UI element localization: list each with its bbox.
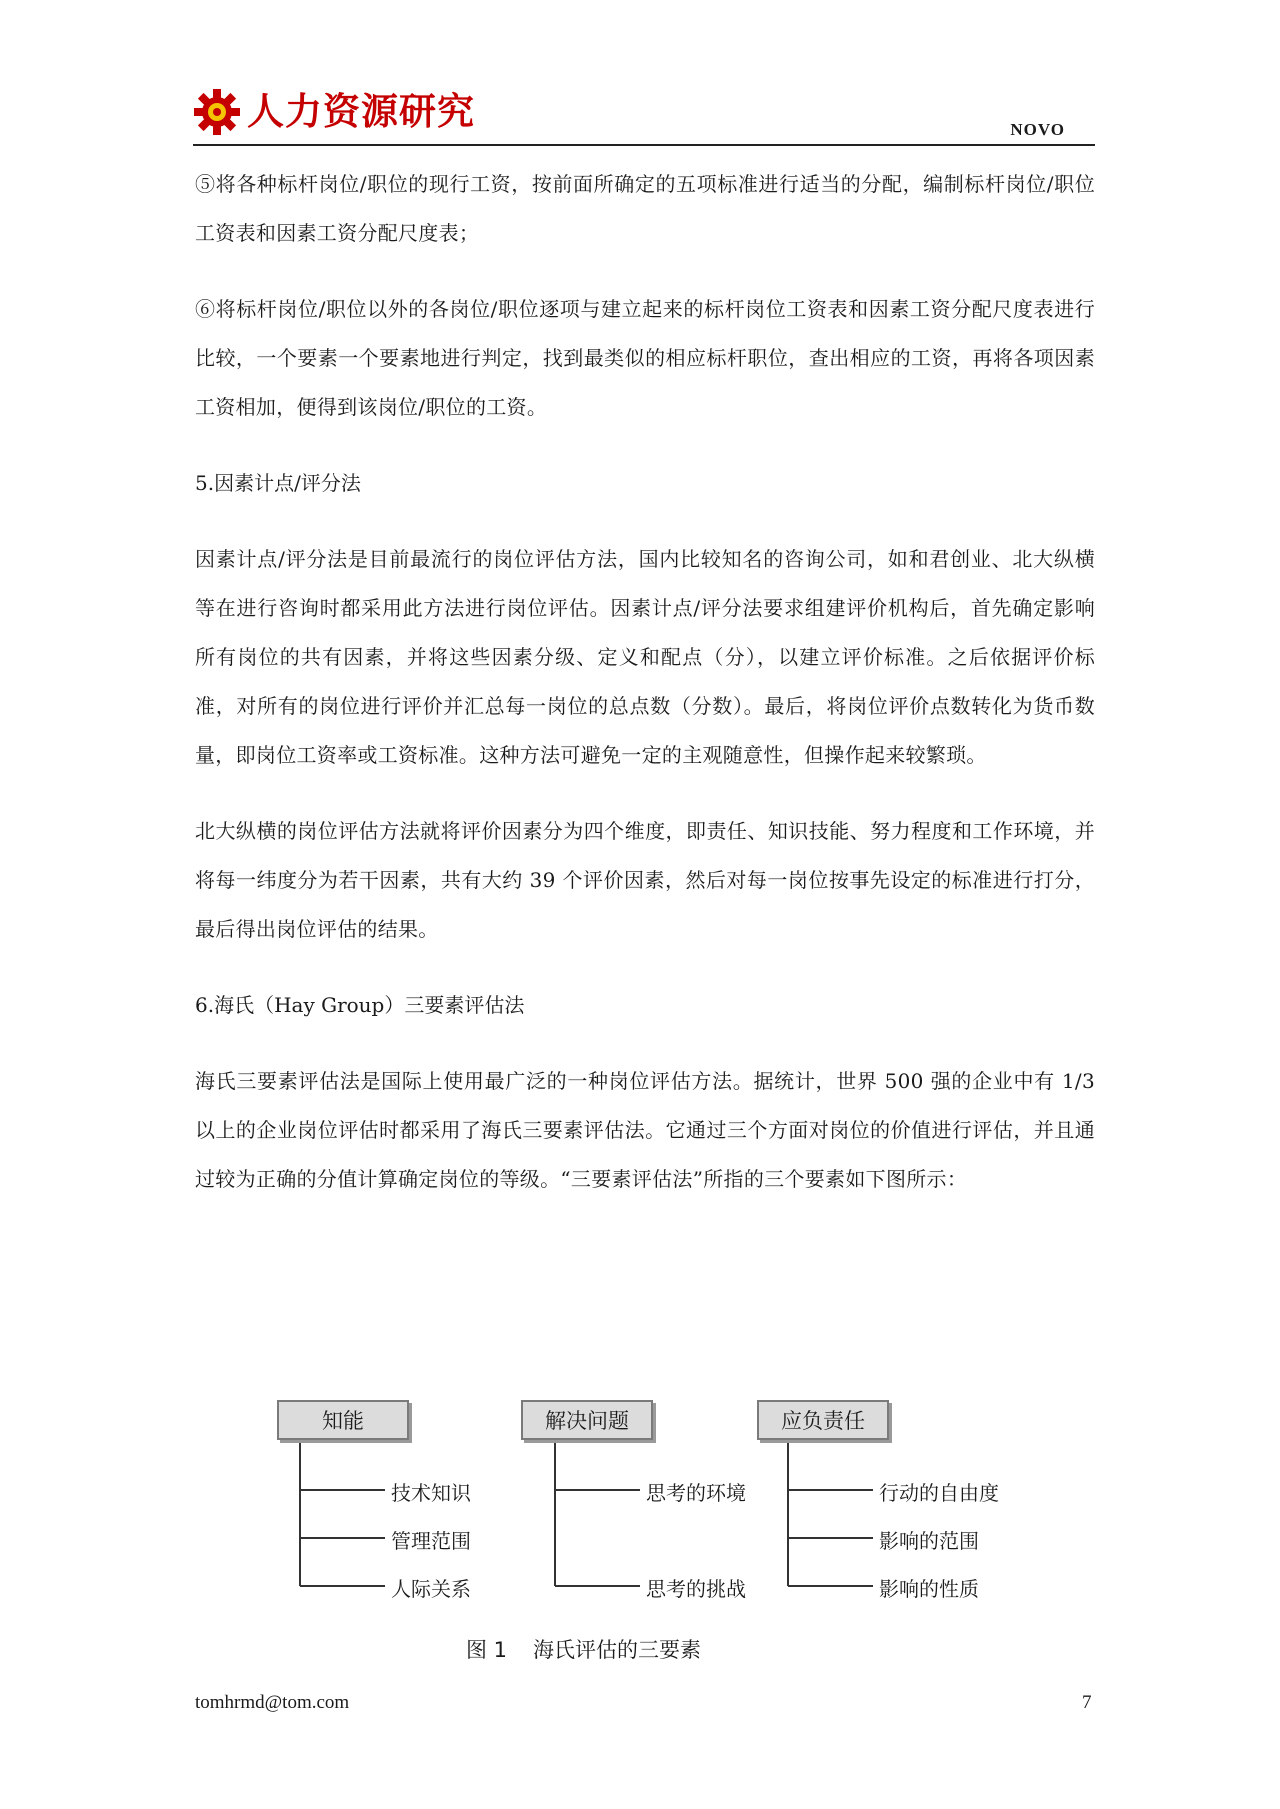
header-logo — [193, 88, 475, 136]
factor-item: 行动的自由度 — [879, 1481, 999, 1505]
three-factor-diagram — [275, 1398, 1035, 1658]
factor-box-know-how: 知能 — [277, 1400, 409, 1440]
header-brand: NOVO — [1010, 120, 1065, 139]
gear-icon — [193, 88, 241, 136]
header-divider — [193, 144, 1095, 146]
body-text — [195, 160, 1095, 1231]
factor-item: 影响的范围 — [879, 1529, 979, 1553]
factor-item: 思考的环境 — [646, 1481, 746, 1505]
paragraph-step-6: ⑥将标杆岗位/职位以外的各岗位/职位逐项与建立起来的标杆岗位工资表和因素工资分配尺度表进行比较，一个要素一个要素地进行判定，找到最类似的相应标杆职位，查出相应的工资，再将各项因素工资相加，便得到该岗位/职位的工资。 — [195, 297, 1095, 419]
section-6-paragraph-1: 海氏三要素评估法是国际上使用最广泛的一种岗位评估方法。据统计，世界 500 强的企业中有 1/3 以上的企业岗位评估时都采用了海氏三要素评估法。它通过三个方面对岗位的价值进行评估，并且通过较为正确的分值计算确定岗位的等级。“三要素评估法”所指的三个要素如下图所示： — [195, 1069, 1095, 1191]
figure-caption — [466, 1634, 701, 1664]
factor-item: 人际关系 — [391, 1577, 471, 1601]
factor-box-accountability: 应负责任 — [757, 1400, 889, 1440]
section-6-heading: 6.海氏（Hay Group）三要素评估法 — [195, 993, 525, 1017]
factor-item: 技术知识 — [391, 1481, 471, 1505]
section-5-paragraph-1: 因素计点/评分法是目前最流行的岗位评估方法，国内比较知名的咨询公司，如和君创业、北大纵横等在进行咨询时都采用此方法进行岗位评估。因素计点/评分法要求组建评价机构后，首先确定影响所有岗位的共有因素，并将这些因素分级、定义和配点（分），以建立评价标准。之后依据评价标准，对所有的岗位进行评价并汇总每一岗位的总点数（分数）。最后，将岗位评价点数转化为货币数量，即岗位工资率或工资标准。这种方法可避免一定的主观随意性，但操作起来较繁琐。 — [195, 547, 1095, 767]
page-number: 7 — [1082, 1692, 1092, 1713]
section-5-heading: 5.因素计点/评分法 — [195, 471, 361, 495]
logo-text: 人力资源研究 — [247, 90, 475, 133]
figure-title: 海氏评估的三要素 — [533, 1638, 702, 1662]
section-5-paragraph-2: 北大纵横的岗位评估方法就将评价因素分为四个维度，即责任、知识技能、努力程度和工作环境，并将每一纬度分为若干因素，共有大约 39 个评价因素，然后对每一岗位按事先设定的标准进行打分，最后得出岗位评估的结果。 — [195, 819, 1095, 941]
factor-item: 管理范围 — [391, 1529, 471, 1553]
paragraph-step-5: ⑤将各种标杆岗位/职位的现行工资，按前面所确定的五项标准进行适当的分配，编制标杆岗位/职位工资表和因素工资分配尺度表； — [195, 172, 1095, 245]
figure-number: 图 1 — [466, 1638, 508, 1662]
factor-item: 思考的挑战 — [646, 1577, 746, 1601]
footer-email: tomhrmd@tom.com — [195, 1692, 350, 1713]
factor-item: 影响的性质 — [879, 1577, 979, 1601]
factor-box-problem-solving: 解决问题 — [521, 1400, 653, 1440]
